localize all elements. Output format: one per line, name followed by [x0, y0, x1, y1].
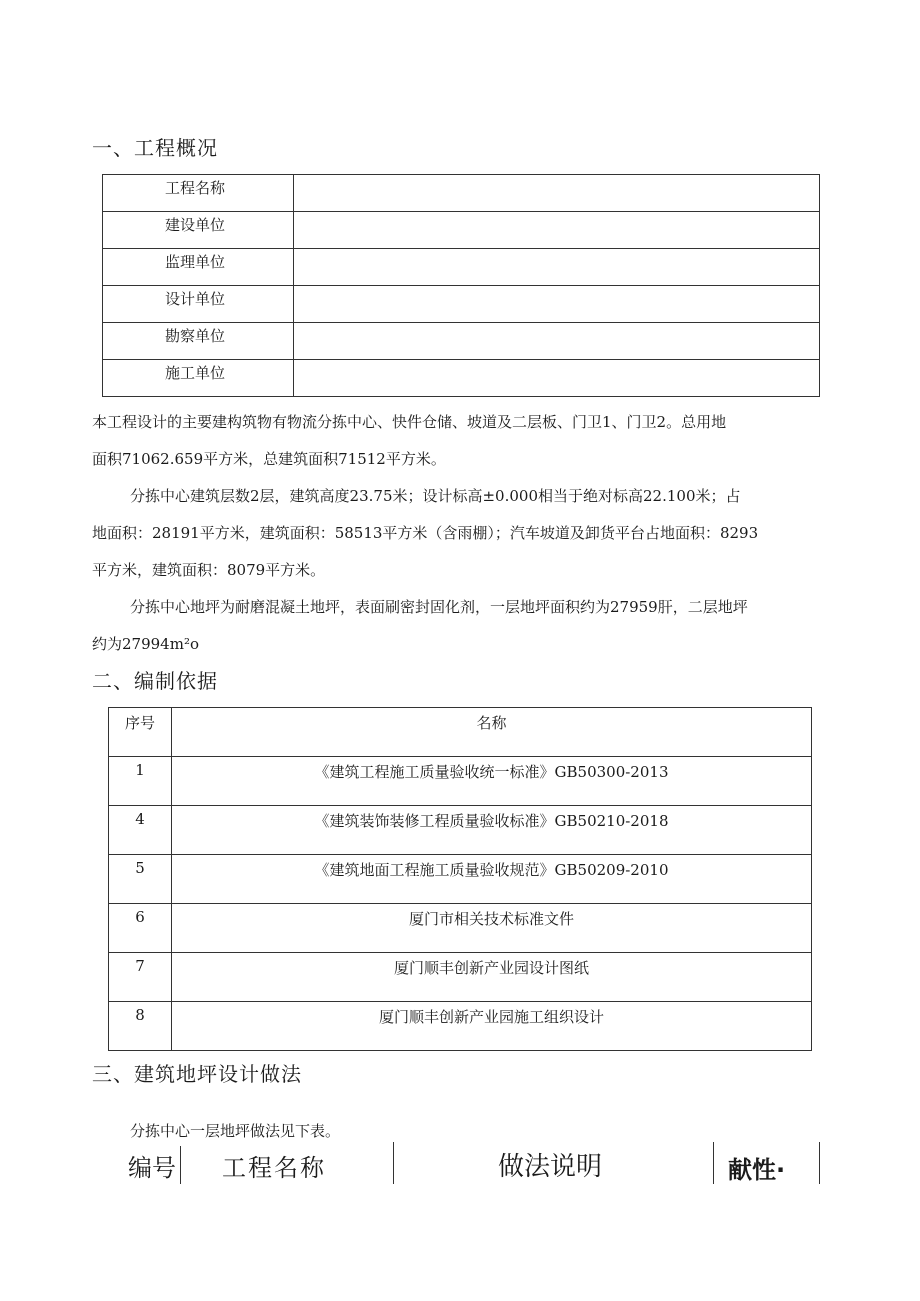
table-row	[109, 953, 812, 1002]
text-line: 约为27994m²o	[92, 635, 199, 653]
overview-value	[294, 212, 820, 249]
row-no: 7	[109, 953, 172, 1002]
table-row	[103, 360, 820, 397]
text-line: 面积71062.659平方米，总建筑面积71512平方米。	[92, 450, 446, 468]
overview-label: 施工单位	[103, 360, 294, 397]
row-name: 《建筑地面工程施工质量验收规范》GB50209-2010	[172, 855, 812, 904]
row-no: 6	[109, 904, 172, 953]
overview-label: 工程名称	[103, 175, 294, 212]
table-header-row	[109, 708, 812, 757]
row-name: 厦门市相关技术标准文件	[172, 904, 812, 953]
overview-label: 勘察单位	[103, 323, 294, 360]
section-heading-overview: 一、工程概况	[92, 136, 218, 160]
row-no: 4	[109, 806, 172, 855]
floor-header-name: 工程名称	[222, 1154, 326, 1182]
overview-value	[294, 360, 820, 397]
row-name: 《建筑装饰装修工程质量验收标准》GB50210-2018	[172, 806, 812, 855]
table-row	[109, 855, 812, 904]
overview-value	[294, 249, 820, 286]
row-name: 厦门顺丰创新产业园施工组织设计	[172, 1002, 812, 1051]
section-heading-basis: 二、编制依据	[92, 669, 218, 693]
column-divider	[819, 1142, 820, 1184]
overview-table	[102, 174, 820, 397]
header-name: 名称	[172, 708, 812, 757]
table-row	[103, 286, 820, 323]
floor-intro: 分拣中心一层地坪做法见下表。	[130, 1122, 341, 1140]
section-heading-floor-design: 三、建筑地坪设计做法	[92, 1062, 302, 1086]
table-row	[109, 757, 812, 806]
table-row	[109, 904, 812, 953]
overview-value	[294, 323, 820, 360]
text-line: 平方米，建筑面积：8079平方米。	[92, 561, 326, 579]
row-name: 《建筑工程施工质量验收统一标准》GB50300-2013	[172, 757, 812, 806]
paragraph-project-summary	[92, 404, 832, 663]
floor-header-no: 编号	[128, 1154, 176, 1182]
floor-header-property: 献性·	[728, 1156, 786, 1184]
overview-value	[294, 286, 820, 323]
row-name: 厦门顺丰创新产业园设计图纸	[172, 953, 812, 1002]
text-line: 地面积：28191平方米，建筑面积：58513平方米（含雨棚）；汽车坡道及卸货平台占地面积：8293	[92, 524, 759, 542]
table-row	[103, 175, 820, 212]
overview-label: 设计单位	[103, 286, 294, 323]
table-row	[103, 323, 820, 360]
row-no: 1	[109, 757, 172, 806]
basis-table	[108, 707, 812, 1051]
column-divider	[393, 1142, 394, 1184]
row-no: 8	[109, 1002, 172, 1051]
table-row	[103, 249, 820, 286]
text-line: 分拣中心建筑层数2层，建筑高度23.75米；设计标高±0.000相当于绝对标高22.100米；占	[130, 487, 741, 505]
table-row	[109, 806, 812, 855]
floor-header-method: 做法说明	[498, 1152, 603, 1182]
header-no: 序号	[109, 708, 172, 757]
overview-value	[294, 175, 820, 212]
column-divider	[713, 1142, 714, 1184]
row-no: 5	[109, 855, 172, 904]
table-row	[109, 1002, 812, 1051]
table-row	[103, 212, 820, 249]
text-line: 本工程设计的主要建构筑物有物流分拣中心、快件仓储、坡道及二层板、门卫1、门卫2。总用地	[92, 413, 727, 431]
text-line: 分拣中心地坪为耐磨混凝土地坪，表面刷密封固化剂，一层地坪面积约为27959肝，二层地坪	[130, 598, 748, 616]
column-divider	[180, 1146, 181, 1184]
overview-label: 建设单位	[103, 212, 294, 249]
overview-label: 监理单位	[103, 249, 294, 286]
